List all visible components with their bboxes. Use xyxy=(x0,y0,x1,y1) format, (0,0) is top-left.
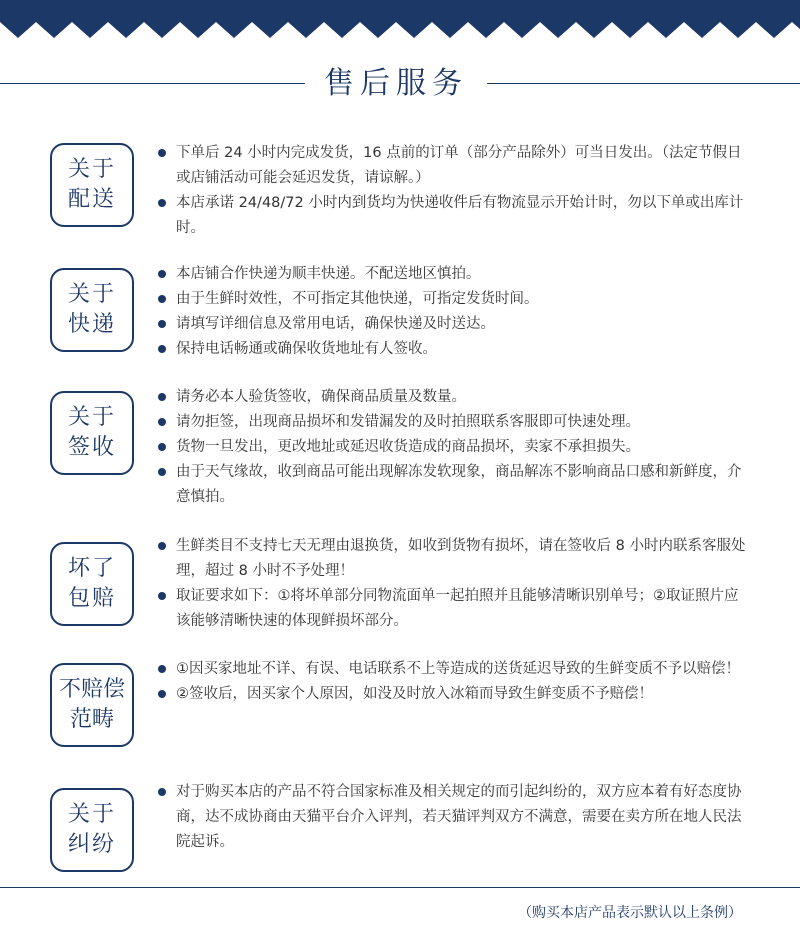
list-item xyxy=(158,682,748,707)
label-line: 关于 xyxy=(67,802,116,827)
item-list xyxy=(158,534,748,634)
item-text: 请勿拒签，出现商品损坏和发错漏发的及时拍照联系客服即可快速处理。 xyxy=(176,414,640,430)
title-row xyxy=(0,58,800,108)
item-text: 请务必本人验货签收，确保商品质量及数量。 xyxy=(176,389,466,405)
item-text: ①因买家地址不详、有误、电话联系不上等造成的送货延迟导致的生鲜变质不予以赔偿！ xyxy=(176,661,740,677)
list-item xyxy=(158,287,748,312)
item-list xyxy=(158,262,748,362)
title-divider-left xyxy=(0,83,305,84)
label-line: 签收 xyxy=(67,435,116,460)
bullet-icon xyxy=(158,149,166,157)
page-title: 售后服务 xyxy=(324,66,468,101)
label-line: 配送 xyxy=(67,187,116,212)
section-label-no-compensation xyxy=(50,663,134,747)
item-text: 本店铺合作快递为顺丰快递。不配送地区慎拍。 xyxy=(176,266,481,282)
list-item xyxy=(158,780,748,855)
zigzag-border xyxy=(0,0,800,40)
list-item xyxy=(158,337,748,362)
bullet-icon xyxy=(158,665,166,673)
section-label-damage xyxy=(50,542,134,626)
bullet-icon xyxy=(158,345,166,353)
label-line: 坏了 xyxy=(67,556,116,581)
bullet-icon xyxy=(158,788,166,796)
label-line: 关于 xyxy=(67,157,116,182)
list-item xyxy=(158,312,748,337)
item-list xyxy=(158,141,748,241)
bullet-icon xyxy=(158,542,166,550)
label-line: 不赔偿 xyxy=(58,677,125,702)
bullet-icon xyxy=(158,295,166,303)
section-label-disputes xyxy=(50,788,134,872)
list-item xyxy=(158,410,748,435)
label-line: 关于 xyxy=(67,405,116,430)
label-line: 快递 xyxy=(67,312,116,337)
bullet-icon xyxy=(158,270,166,278)
item-text: 保持电话畅通或确保收货地址有人签收。 xyxy=(176,341,437,357)
bullet-icon xyxy=(158,690,166,698)
bullet-icon xyxy=(158,592,166,600)
list-item xyxy=(158,584,748,634)
label-line: 纠纷 xyxy=(67,832,116,857)
bullet-icon xyxy=(158,199,166,207)
item-text: 由于天气缘故，收到商品可能出现解冻发软现象，商品解冻不影响商品口感和新鲜度，介意慎拍。 xyxy=(176,464,742,505)
bullet-icon xyxy=(158,393,166,401)
item-text: 取证要求如下：①将坏单部分同物流面单一起拍照并且能够清晰识别单号；②取证照片应该能够清晰快速的体现鲜损坏部分。 xyxy=(176,588,739,629)
bullet-icon xyxy=(158,443,166,451)
section-label-delivery xyxy=(50,143,134,227)
list-item xyxy=(158,385,748,410)
item-text: 由于生鲜时效性，不可指定其他快递，可指定发货时间。 xyxy=(176,291,539,307)
item-list xyxy=(158,780,748,855)
list-item xyxy=(158,460,748,510)
list-item xyxy=(158,262,748,287)
label-line: 关于 xyxy=(67,282,116,307)
item-text: 货物一旦发出，更改地址或延迟收货造成的商品损坏，卖家不承担损失。 xyxy=(176,439,640,455)
list-item xyxy=(158,657,748,682)
item-list xyxy=(158,385,748,510)
list-item xyxy=(158,435,748,460)
item-text: 本店承诺 24/48/72 小时内到货均为快递收件后有物流显示开始计时，勿以下单或出库计时。 xyxy=(176,195,744,236)
bullet-icon xyxy=(158,468,166,476)
section-label-courier xyxy=(50,268,134,352)
label-line: 范畴 xyxy=(69,707,114,732)
item-list xyxy=(158,657,748,707)
item-text: 生鲜类目不支持七天无理由退换货，如收到货物有损坏，请在签收后 8 小时内联系客服处理，超过 8 小时不予处理！ xyxy=(176,538,746,579)
item-text: 对于购买本店的产品不符合国家标准及相关规定的而引起纠纷的，双方应本着有好态度协商，达不成协商由天猫平台介入评判，若天猫评判双方不满意，需要在卖方所在地人民法院起诉。 xyxy=(176,784,742,850)
bottom-divider xyxy=(0,887,800,888)
title-divider-right xyxy=(487,83,800,84)
item-text: 请填写详细信息及常用电话，确保快递及时送达。 xyxy=(176,316,495,332)
item-text: 下单后 24 小时内完成发货，16 点前的订单（部分产品除外）可当日发出。（法定节假日或店铺活动可能会延迟发货，请谅解。） xyxy=(176,145,742,186)
bullet-icon xyxy=(158,418,166,426)
section-label-signoff xyxy=(50,391,134,475)
label-line: 包赔 xyxy=(67,586,116,611)
list-item xyxy=(158,191,748,241)
item-text: ②签收后，因买家个人原因，如没及时放入冰箱而导致生鲜变质不予赔偿！ xyxy=(176,686,653,702)
list-item xyxy=(158,141,748,191)
list-item xyxy=(158,534,748,584)
bullet-icon xyxy=(158,320,166,328)
footer-note: （购买本店产品表示默认以上条例） xyxy=(518,905,742,921)
